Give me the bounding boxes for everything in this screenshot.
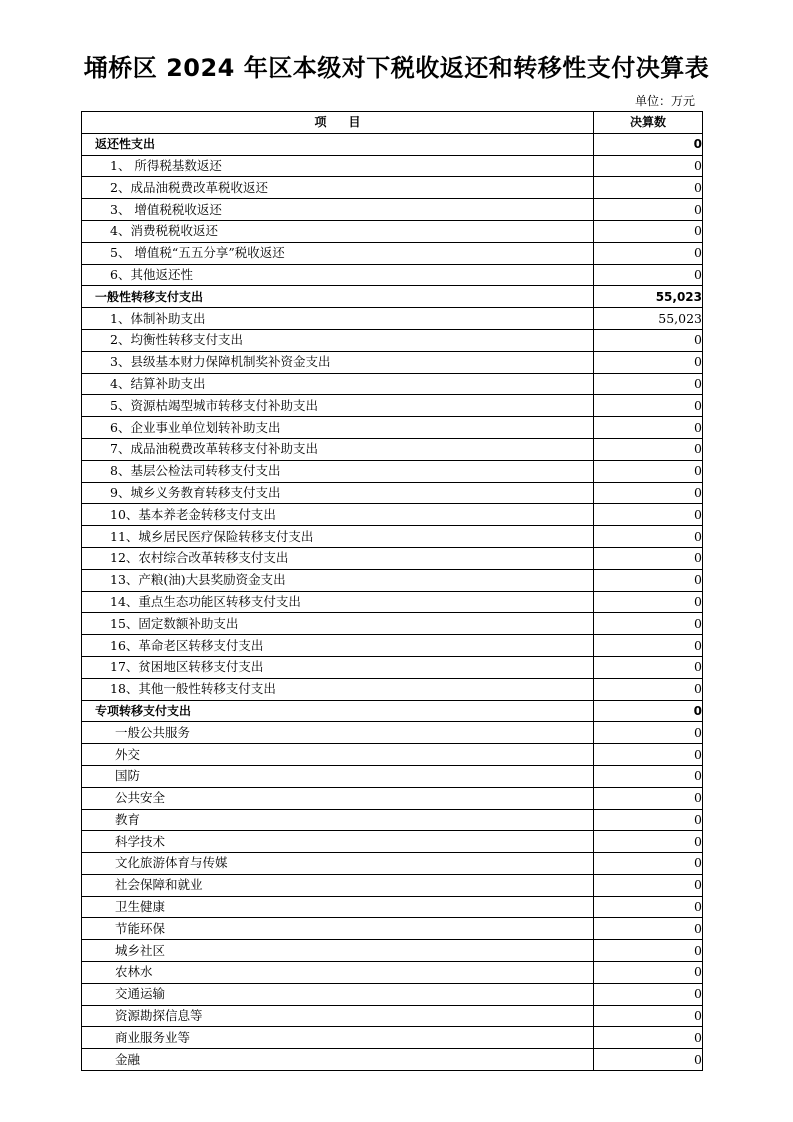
row-amount: 0 [594,438,703,460]
row-label: 商业服务业等 [82,1027,594,1049]
row-amount: 55,023 [594,286,703,308]
row-label: 交通运输 [82,983,594,1005]
row-amount: 0 [594,983,703,1005]
table-row [82,264,703,286]
row-label: 8、基层公检法司转移支付支出 [82,460,594,482]
table-row [82,482,703,504]
table-row [82,787,703,809]
row-amount: 0 [594,874,703,896]
row-amount: 0 [594,613,703,635]
table-row [82,569,703,591]
table-row [82,809,703,831]
table-row [82,874,703,896]
row-amount: 0 [594,1027,703,1049]
table-row [82,1049,703,1071]
row-label: 返还性支出 [82,133,594,155]
row-label: 节能环保 [82,918,594,940]
table-row [82,831,703,853]
row-label: 9、城乡义务教育转移支付支出 [82,482,594,504]
row-label: 外交 [82,744,594,766]
row-label: 5、资源枯竭型城市转移支付补助支出 [82,395,594,417]
row-label: 1、 所得税基数返还 [82,155,594,177]
row-amount: 0 [594,220,703,242]
row-amount: 0 [594,656,703,678]
row-label: 1、体制补助支出 [82,308,594,330]
table-row [82,547,703,569]
row-amount: 0 [594,155,703,177]
row-amount: 0 [594,395,703,417]
table-row [82,308,703,330]
row-label: 12、农村综合改革转移支付支出 [82,547,594,569]
row-amount: 0 [594,569,703,591]
column-header-item-label: 项目 [314,115,383,130]
row-amount: 0 [594,744,703,766]
table-row [82,896,703,918]
row-label: 2、均衡性转移支付支出 [82,329,594,351]
row-amount: 0 [594,853,703,875]
row-label: 3、县级基本财力保障机制奖补资金支出 [82,351,594,373]
row-amount: 0 [594,351,703,373]
row-amount: 0 [594,635,703,657]
table-row [82,438,703,460]
table-row [82,504,703,526]
row-label: 18、其他一般性转移支付支出 [82,678,594,700]
unit-label: 单位：万元 [634,94,695,108]
table-row [82,722,703,744]
table-row [82,613,703,635]
row-label: 14、重点生态功能区转移支付支出 [82,591,594,613]
row-label: 3、 增值税税收返还 [82,199,594,221]
section-row [82,700,703,722]
table-row [82,460,703,482]
row-amount: 0 [594,940,703,962]
row-label: 科学技术 [82,831,594,853]
row-amount: 0 [594,417,703,439]
table-row [82,853,703,875]
table-row [82,1027,703,1049]
row-label: 2、成品油税费改革税收返还 [82,177,594,199]
row-amount: 0 [594,787,703,809]
row-amount: 0 [594,460,703,482]
row-amount: 0 [594,700,703,722]
row-label: 17、贫困地区转移支付支出 [82,656,594,678]
table-header-row [82,112,703,134]
row-amount: 0 [594,133,703,155]
row-label: 一般性转移支付支出 [82,286,594,308]
row-label: 4、消费税税收返还 [82,220,594,242]
table-row [82,765,703,787]
row-amount: 55,023 [594,308,703,330]
row-label: 农林水 [82,962,594,984]
row-amount: 0 [594,918,703,940]
page-title: 埇桥区 2024 年区本级对下税收返还和转移性支付决算表 [83,54,710,82]
row-amount: 0 [594,177,703,199]
row-amount: 0 [594,591,703,613]
row-label: 公共安全 [82,787,594,809]
budget-table [81,111,703,1071]
table-row [82,962,703,984]
row-label: 11、城乡居民医疗保险转移支付支出 [82,526,594,548]
row-amount: 0 [594,504,703,526]
table-row [82,351,703,373]
row-label: 13、产粮(油)大县奖励资金支出 [82,569,594,591]
row-amount: 0 [594,765,703,787]
row-label: 金融 [82,1049,594,1071]
table-row [82,940,703,962]
row-label: 7、成品油税费改革转移支付补助支出 [82,438,594,460]
table-row [82,242,703,264]
row-label: 资源勘探信息等 [82,1005,594,1027]
row-amount: 0 [594,722,703,744]
row-amount: 0 [594,1005,703,1027]
table-row [82,744,703,766]
row-label: 6、其他返还性 [82,264,594,286]
table-row [82,373,703,395]
row-amount: 0 [594,547,703,569]
table-row [82,983,703,1005]
row-label: 国防 [82,765,594,787]
table-row [82,220,703,242]
row-amount: 0 [594,329,703,351]
table-row [82,918,703,940]
table-body [82,133,703,1070]
row-amount: 0 [594,199,703,221]
row-label: 教育 [82,809,594,831]
row-label: 10、基本养老金转移支付支出 [82,504,594,526]
row-amount: 0 [594,962,703,984]
table-row [82,177,703,199]
row-label: 一般公共服务 [82,722,594,744]
row-label: 城乡社区 [82,940,594,962]
column-header-amount: 决算数 [594,112,703,134]
row-amount: 0 [594,242,703,264]
row-amount: 0 [594,264,703,286]
table-row [82,199,703,221]
row-label: 专项转移支付支出 [82,700,594,722]
row-label: 15、固定数额补助支出 [82,613,594,635]
table-row [82,417,703,439]
section-row [82,286,703,308]
row-amount: 0 [594,896,703,918]
row-label: 社会保障和就业 [82,874,594,896]
row-label: 16、革命老区转移支付支出 [82,635,594,657]
row-amount: 0 [594,482,703,504]
row-amount: 0 [594,373,703,395]
row-label: 文化旅游体育与传媒 [82,853,594,875]
row-amount: 0 [594,678,703,700]
row-label: 5、 增值税“五五分享”税收返还 [82,242,594,264]
table-row [82,526,703,548]
table-row [82,591,703,613]
table-row [82,1005,703,1027]
section-row [82,133,703,155]
table-row [82,329,703,351]
row-label: 卫生健康 [82,896,594,918]
row-amount: 0 [594,526,703,548]
column-header-item [82,112,594,134]
table-row [82,635,703,657]
row-label: 6、企业事业单位划转补助支出 [82,417,594,439]
row-label: 4、结算补助支出 [82,373,594,395]
table-row [82,395,703,417]
row-amount: 0 [594,831,703,853]
table-row [82,678,703,700]
table-row [82,155,703,177]
row-amount: 0 [594,1049,703,1071]
row-amount: 0 [594,809,703,831]
table-row [82,656,703,678]
